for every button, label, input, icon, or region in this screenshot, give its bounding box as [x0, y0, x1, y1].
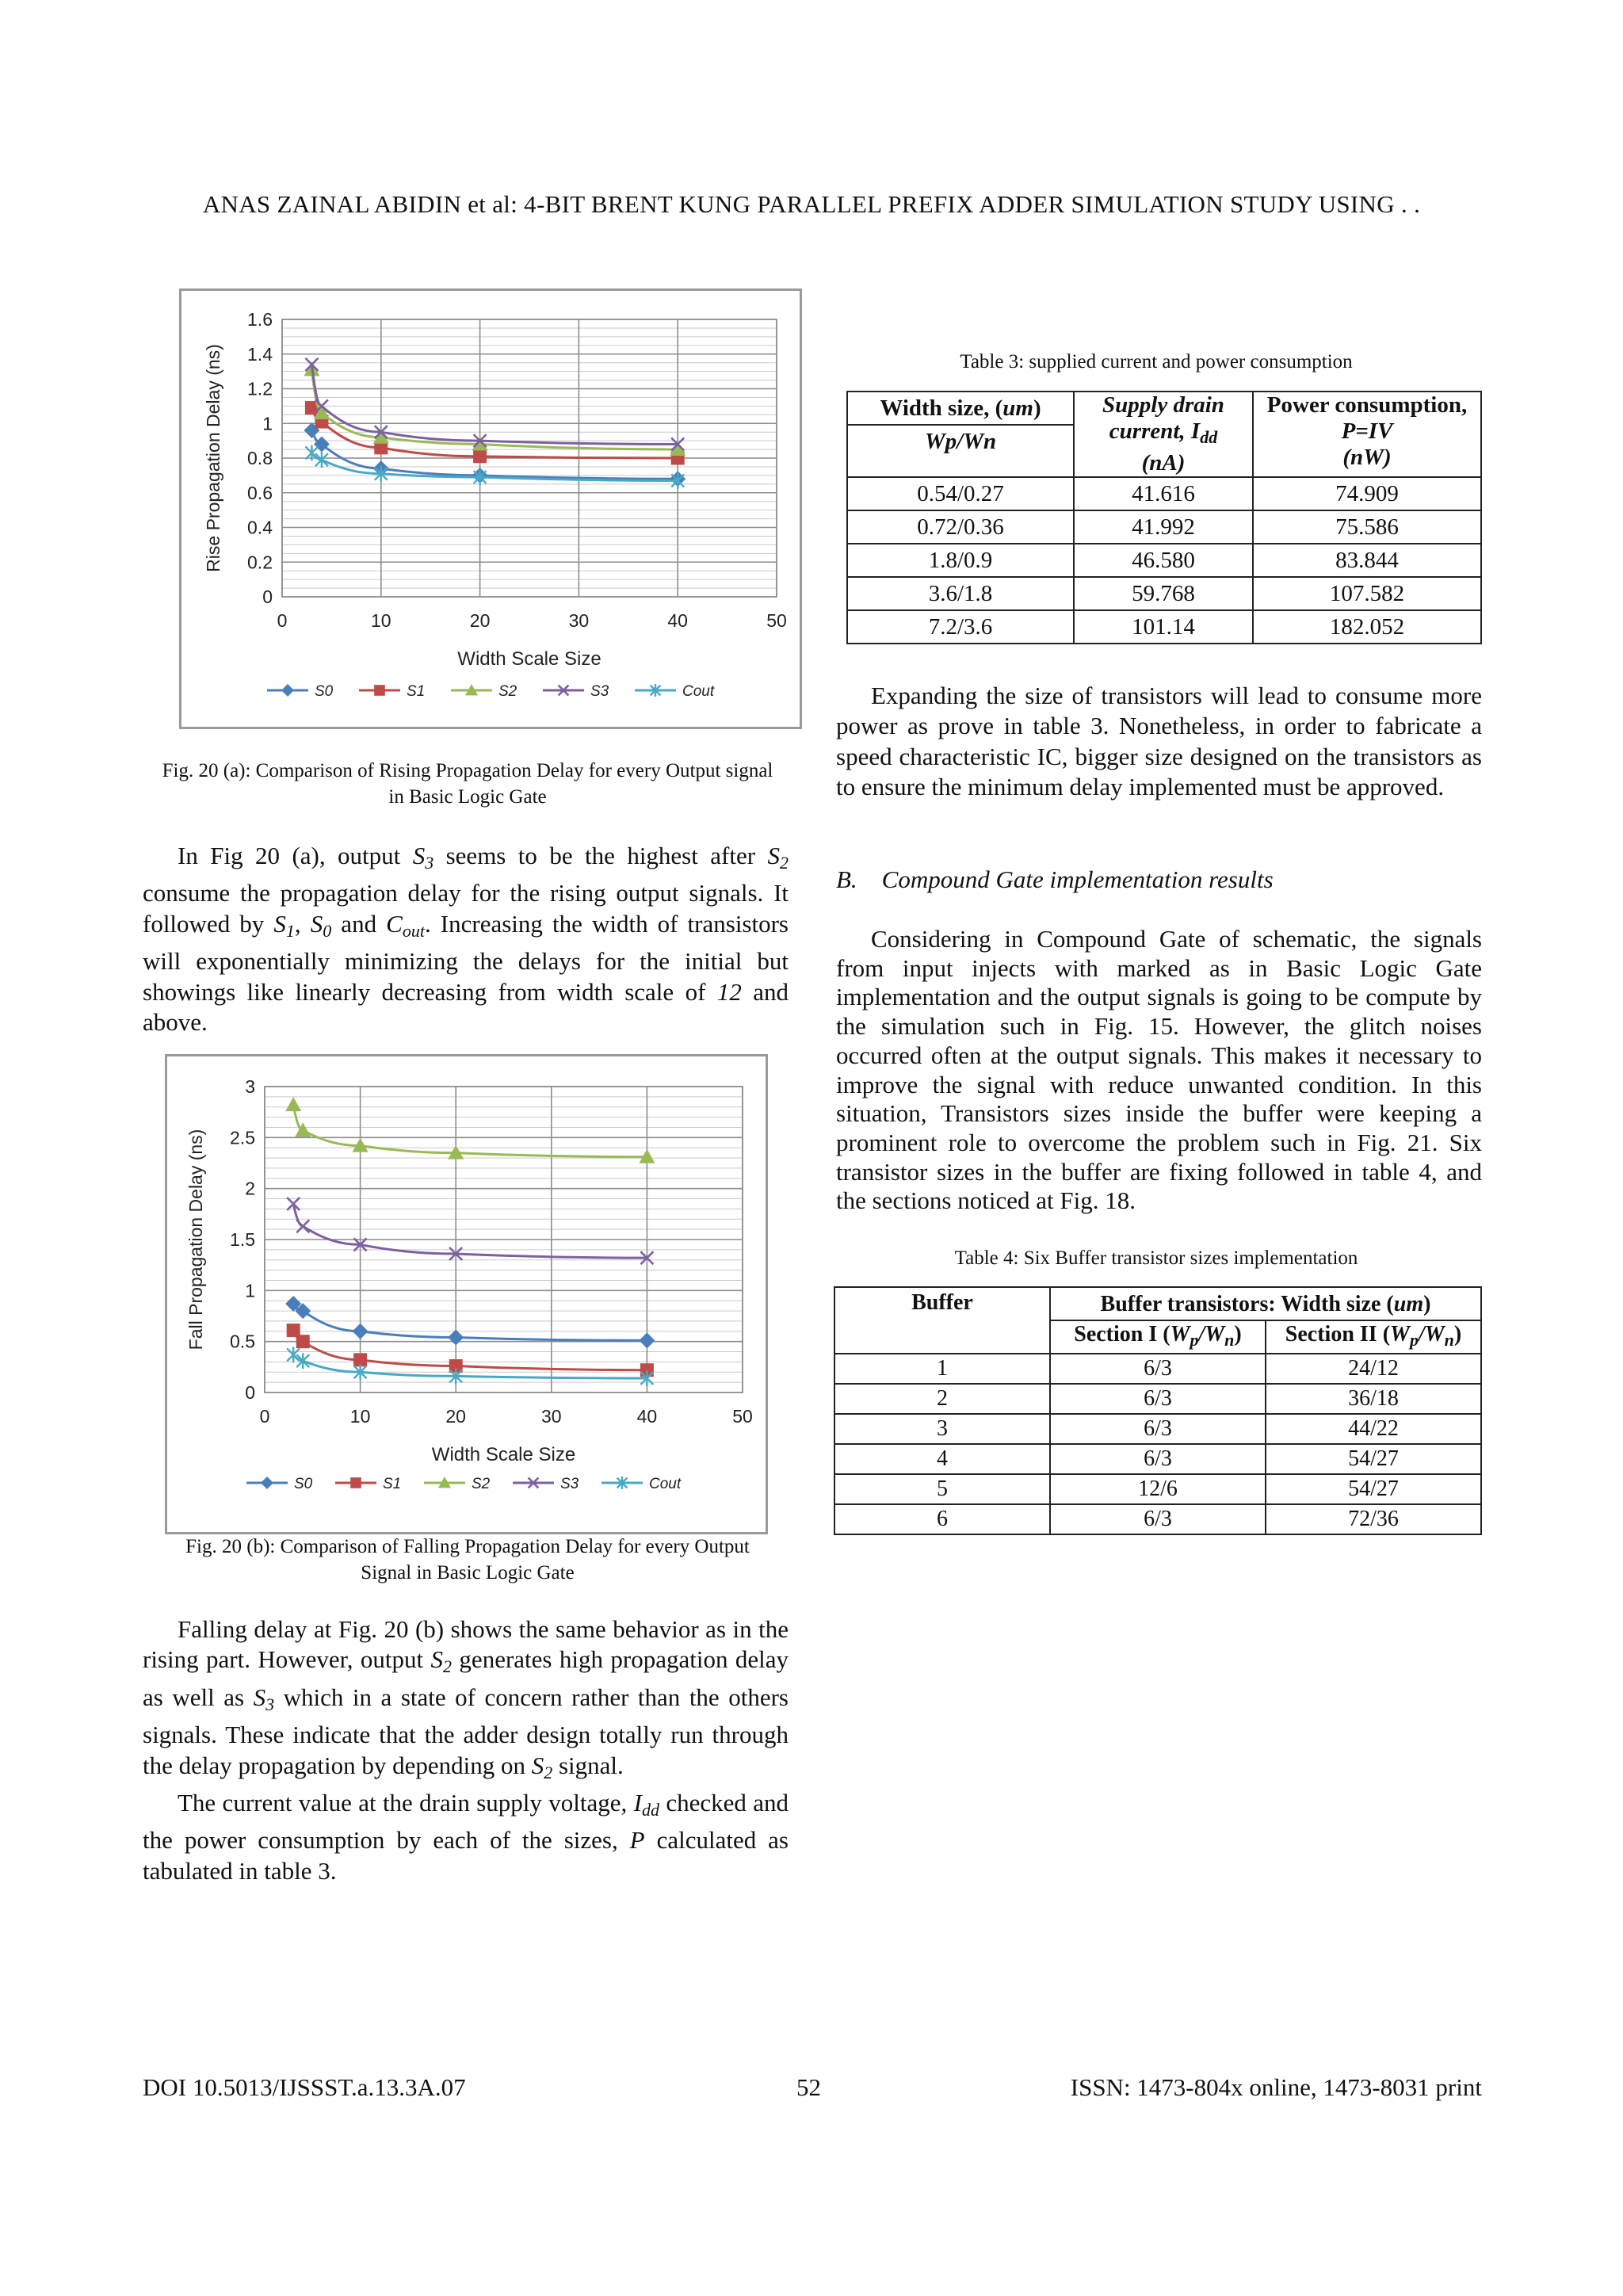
table4-cell: 36/18 [1266, 1384, 1481, 1414]
legend-entry [267, 683, 334, 700]
data-point [473, 449, 487, 463]
legend-entry [246, 1476, 313, 1492]
table3-cell: 101.14 [1074, 610, 1253, 644]
right-paragraph-2: Considering in Compound Gate of schematic, the signals from input injects with marked as in Basic Logic Gate implementation and the output signals is going to be compute by the simulation such in Fig. 15. However, the glitch noises occurred often at the output signals. This makes it necessary to improve the signal with reduce unwanted condition. In this situation, Transistors sizes inside the buffer were keeping a prominent role to overcome the problem such in Fig. 21. Six transistor sizes in the buffer are fixing followed in table 4, and the sections noticed at Fig. 18. [836, 925, 1482, 1215]
y-tick-label: 0 [245, 1382, 255, 1403]
series-line [293, 1304, 647, 1340]
y-axis-label: Rise Propagation Delay (ns) [203, 344, 223, 572]
table-4-header-main: Buffer transistors: Width size (um) [1050, 1287, 1481, 1320]
running-header: ANAS ZAINAL ABIDIN et al: 4-BIT BRENT KUNG PARALLEL PREFIX ADDER SIMULATION STUDY USING . . [202, 190, 1421, 218]
table4-cell: 6/3 [1050, 1504, 1266, 1534]
y-tick-label: 1 [262, 413, 273, 434]
right-paragraph-1: Expanding the size of transistors will lead to consume more power as prove in table 3. Nonetheless, in order to fabricate a speed characteristic IC, bigger size designed on the transistors as to ensure the minimum delay implemented must be approved. [836, 682, 1482, 801]
data-point [296, 1335, 310, 1348]
series-line [311, 408, 678, 458]
table3-cell: 41.616 [1074, 477, 1253, 510]
table3-cell: 0.54/0.27 [847, 477, 1074, 510]
x-tick-label: 20 [445, 1406, 466, 1427]
data-point [285, 1097, 301, 1111]
data-point [353, 1324, 369, 1339]
x-tick-label: 20 [469, 610, 491, 631]
figure-20b [165, 1054, 768, 1534]
legend-label: S0 [315, 683, 334, 700]
table3-cell: 0.72/0.36 [847, 510, 1074, 544]
footer-page-number: 52 [796, 2073, 821, 2101]
figure-20b-caption: Fig. 20 (b): Comparison of Falling Propagation Delay for every Output Signal in Basic Logic Gate [185, 1536, 750, 1584]
table4-cell: 4 [834, 1444, 1050, 1474]
y-tick-label: 1.5 [230, 1229, 255, 1250]
x-tick-label: 10 [349, 1406, 371, 1427]
y-tick-label: 0.4 [247, 517, 273, 538]
legend-label: S1 [407, 683, 426, 700]
y-tick-label: 0.5 [230, 1331, 255, 1352]
legend-label: S3 [590, 683, 609, 700]
series-s1 [305, 401, 685, 464]
chart-20a-svg [181, 291, 800, 727]
table3-cell: 74.909 [1253, 477, 1481, 510]
x-axis-label: Width Scale Size [431, 1444, 576, 1465]
table3-cell: 75.586 [1253, 510, 1481, 544]
table3-cell: 59.768 [1074, 577, 1253, 610]
table-3-header-power: Power consumption, P=IV (nW) [1253, 392, 1481, 477]
y-axis-label: Fall Propagation Delay (ns) [185, 1129, 206, 1350]
table3-cell: 83.844 [1253, 544, 1481, 577]
legend-label: Cout [649, 1476, 682, 1492]
table-3-caption: Table 3: supplied current and power consumption [960, 351, 1353, 372]
x-tick-label: 30 [541, 1406, 562, 1427]
section-heading-b: B. Compound Gate implementation results [836, 865, 1274, 893]
series-line [311, 430, 678, 479]
table4-cell: 6/3 [1050, 1354, 1266, 1384]
table-3-body [847, 477, 1481, 644]
table-4 [834, 1286, 1482, 1535]
table-4-caption: Table 4: Six Buffer transistor sizes implementation [954, 1247, 1358, 1269]
table4-cell: 6/3 [1050, 1384, 1266, 1414]
data-point [315, 452, 328, 468]
y-tick-label: 0 [262, 586, 273, 607]
series-line [293, 1105, 647, 1157]
table3-cell: 182.052 [1253, 610, 1481, 644]
table3-cell: 7.2/3.6 [847, 610, 1074, 644]
table-3-header-current: Supply drain current, $I_{dd}$ (nA) [1074, 392, 1253, 477]
x-tick-label: 50 [766, 610, 787, 631]
legend-marker [281, 684, 294, 697]
x-tick-label: 0 [277, 610, 288, 631]
legend-label: S2 [498, 683, 517, 700]
y-tick-label: 0.2 [247, 552, 273, 573]
legend-entry [513, 1476, 579, 1492]
x-tick-label: 50 [732, 1406, 753, 1427]
x-tick-label: 0 [259, 1406, 270, 1427]
table4-cell: 54/27 [1266, 1474, 1481, 1504]
legend-entry [451, 683, 517, 700]
left-paragraph-2: Falling delay at Fig. 20 (b) shows the same behavior as in the rising part. However, output $S_2$ generates high propagation delay as well as $S_3$ which in a state of concern rather than the others signals. These indicate that the adder design totally run through the delay propagation by depending on $S_2$ signal. The current value at the drain supply voltage, $I_{dd}$ checked and the power consumption by each of the sizes, P calculated as tabulated in table 3. [143, 1615, 789, 1885]
x-tick-label: 40 [636, 1406, 658, 1427]
data-point [296, 1220, 309, 1232]
legend-marker [350, 1477, 361, 1488]
table4-cell: 12/6 [1050, 1474, 1266, 1504]
legend-entry [543, 683, 609, 700]
table3-row [847, 577, 1481, 610]
legend-label: S1 [383, 1476, 402, 1492]
legend-label: Cout [682, 683, 715, 700]
y-tick-label: 1.4 [247, 343, 273, 365]
legend-marker [374, 685, 385, 696]
table4-cell: 5 [834, 1474, 1050, 1504]
y-tick-label: 1.2 [247, 378, 273, 399]
table4-cell: 6/3 [1050, 1414, 1266, 1444]
series-s3 [287, 1198, 653, 1264]
y-tick-label: 2 [245, 1178, 255, 1199]
table-4-body [834, 1354, 1481, 1534]
table4-cell: 3 [834, 1414, 1050, 1444]
footer-doi: DOI 10.5013/IJSSST.a.13.3A.07 [143, 2073, 466, 2101]
series-s0 [285, 1296, 655, 1348]
chart-20b-svg [167, 1056, 766, 1532]
y-tick-label: 1.6 [247, 309, 273, 330]
footer-issn: ISSN: 1473-804x online, 1473-8031 print [1070, 2073, 1482, 2101]
table4-row [834, 1504, 1481, 1534]
series-line [311, 369, 678, 449]
data-point [305, 445, 318, 460]
series-s3 [305, 358, 684, 451]
table4-cell: 72/36 [1266, 1504, 1481, 1534]
legend-entry [335, 1476, 401, 1492]
legend-label: S3 [560, 1476, 579, 1492]
y-tick-label: 1 [245, 1280, 255, 1301]
table4-cell: 6/3 [1050, 1444, 1266, 1474]
figure-20a-caption: Fig. 20 (a): Comparison of Rising Propagation Delay for every Output signal in Basic Logic Gate [162, 760, 773, 808]
table3-row [847, 510, 1481, 544]
table-3 [846, 391, 1482, 644]
legend-entry [424, 1476, 491, 1492]
table4-cell: 54/27 [1266, 1444, 1481, 1474]
table4-cell: 44/22 [1266, 1414, 1481, 1444]
left-paragraph-1: In Fig 20 (a), output $S_3$ seems to be the highest after $S_2$ consume the propagation delay for the rising output signals. It followed by $S_1$, $S_0$ and $C_{out}$. Increasing the width of transistors will exponentially minimizing the delays for the initial but showings like linearly decreasing from width scale of 12 and above. [143, 842, 789, 1037]
series-line [293, 1331, 647, 1370]
y-tick-label: 3 [245, 1076, 255, 1097]
table4-row [834, 1354, 1481, 1384]
x-tick-label: 40 [667, 610, 688, 631]
table3-row [847, 610, 1481, 644]
table-4-header-section-1: Section I $(W_p/W_n)$ [1050, 1320, 1266, 1354]
y-tick-label: 2.5 [230, 1127, 255, 1148]
y-tick-label: 0.8 [247, 448, 273, 468]
legend-label: S0 [294, 1476, 313, 1492]
figure-20a [179, 288, 802, 729]
table3-cell: 107.582 [1253, 577, 1481, 610]
table3-cell: 41.992 [1074, 510, 1253, 544]
data-point [448, 1330, 464, 1346]
table4-row [834, 1414, 1481, 1444]
table3-cell: 1.8/0.9 [847, 544, 1074, 577]
legend-marker [261, 1477, 273, 1489]
table4-cell: 2 [834, 1384, 1050, 1414]
table-4-header-section-2: Section II $(W_p/W_n)$ [1266, 1320, 1481, 1354]
table4-row [834, 1444, 1481, 1474]
legend-entry [601, 1476, 682, 1492]
table-4-header-buffer: Buffer [834, 1287, 1050, 1354]
table3-cell: 3.6/1.8 [847, 577, 1074, 610]
x-tick-label: 30 [568, 610, 590, 631]
table3-cell: 46.580 [1074, 544, 1253, 577]
table4-cell: 24/12 [1266, 1354, 1481, 1384]
table4-cell: 1 [834, 1354, 1050, 1384]
x-axis-label: Width Scale Size [457, 648, 601, 670]
legend-entry [359, 683, 425, 700]
legend-label: S2 [472, 1476, 491, 1492]
data-point [639, 1332, 655, 1348]
x-tick-label: 10 [371, 610, 391, 631]
table4-row [834, 1474, 1481, 1504]
table3-row [847, 544, 1481, 577]
table4-cell: 6 [834, 1504, 1050, 1534]
table4-row [834, 1384, 1481, 1414]
table-3-header-width: Width size, (um) Wp/Wn [847, 392, 1074, 477]
table3-row [847, 477, 1481, 510]
y-tick-label: 0.6 [247, 482, 273, 503]
legend-entry [635, 683, 715, 700]
